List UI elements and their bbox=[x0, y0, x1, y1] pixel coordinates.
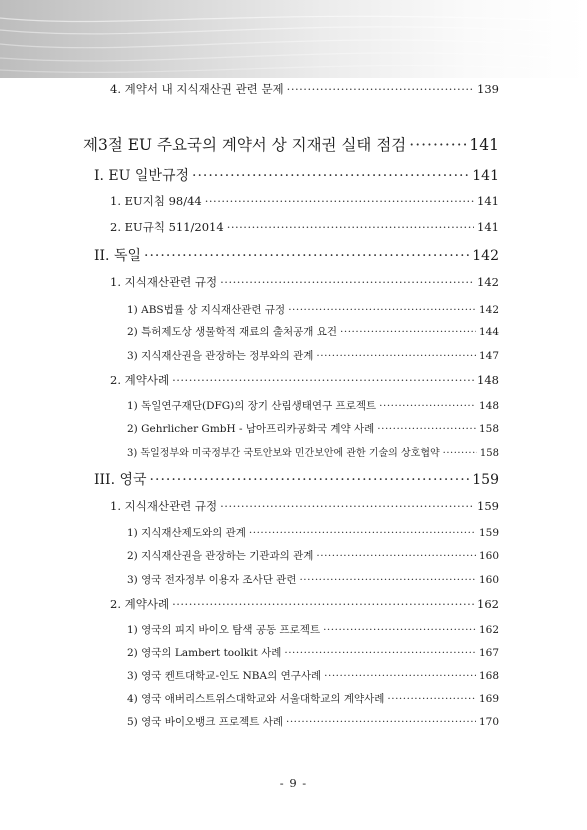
toc-leader-dots bbox=[409, 136, 466, 154]
toc-entry-label: 2. EU규칙 511/2014 bbox=[110, 220, 224, 234]
toc-entry-page: 159 bbox=[477, 499, 499, 513]
toc-entry-label: 3) 영국 전자정부 이용자 조사단 관련 bbox=[127, 574, 297, 586]
toc-leader-dots bbox=[150, 472, 470, 488]
toc-leader-dots bbox=[299, 574, 475, 586]
toc-entry[interactable] bbox=[127, 444, 499, 459]
toc-entry-label: 1) 영국의 피지 바이오 탐색 공동 프로젝트 bbox=[127, 624, 321, 636]
toc-entry[interactable] bbox=[127, 714, 499, 729]
toc-leader-dots bbox=[316, 350, 476, 362]
toc-entry-page: 167 bbox=[478, 647, 499, 659]
toc-entry-label: 1. 지식재산관련 규정 bbox=[110, 499, 218, 513]
toc-leader-dots bbox=[172, 597, 474, 611]
toc-entry-label: 3) 지식재산권을 관장하는 정부와의 관계 bbox=[127, 350, 314, 362]
toc-leader-dots bbox=[443, 448, 477, 459]
toc-entry[interactable] bbox=[110, 274, 499, 290]
toc-leader-dots bbox=[287, 82, 474, 96]
page-number: - 9 - bbox=[279, 776, 308, 790]
toc-entry[interactable] bbox=[127, 421, 499, 436]
toc-entry-page: 168 bbox=[478, 670, 499, 682]
toc-entry-page: 160 bbox=[478, 550, 499, 562]
toc-entry[interactable] bbox=[94, 245, 499, 265]
toc-entry[interactable] bbox=[83, 133, 499, 155]
toc-entry[interactable] bbox=[127, 645, 499, 660]
toc-entry-label: 1) ABS법률 상 지식재산관련 규정 bbox=[127, 304, 286, 316]
toc-entry[interactable] bbox=[127, 668, 499, 683]
toc-entry-page: 142 bbox=[477, 275, 499, 289]
toc-entry-page: 141 bbox=[469, 136, 499, 154]
toc-leader-dots bbox=[220, 499, 474, 513]
toc-entry-label: 4. 계약서 내 지식재산권 관련 문제 bbox=[110, 82, 284, 96]
toc-entry[interactable] bbox=[127, 572, 499, 587]
toc-entry-label: 1) 독일연구재단(DFG)의 장기 산림생태연구 프로젝트 bbox=[127, 400, 377, 412]
toc-entry[interactable] bbox=[110, 372, 499, 388]
toc-entry[interactable] bbox=[110, 219, 499, 235]
toc-entry-page: 141 bbox=[477, 220, 499, 234]
toc-entry-page: 148 bbox=[478, 400, 499, 412]
toc-entry[interactable] bbox=[127, 548, 499, 563]
toc-entry[interactable] bbox=[127, 324, 499, 339]
toc-entry-page: 159 bbox=[478, 527, 499, 539]
toc-entry[interactable] bbox=[127, 525, 499, 540]
toc-leader-dots bbox=[249, 527, 476, 539]
toc-entry-page: 160 bbox=[478, 574, 499, 586]
toc-leader-dots bbox=[379, 400, 476, 412]
toc-entry-label: 2) 지식재산권을 관장하는 기관과의 관계 bbox=[127, 550, 314, 562]
toc-entry-label: II. 독일 bbox=[94, 248, 142, 264]
toc-entry-page: 162 bbox=[478, 624, 499, 636]
toc-entry-page: 148 bbox=[477, 373, 499, 387]
toc-entry[interactable] bbox=[94, 469, 499, 489]
toc-entry-label: 1. EU지침 98/44 bbox=[110, 194, 202, 208]
toc-entry[interactable] bbox=[127, 691, 499, 706]
toc-entry-page: 170 bbox=[478, 716, 499, 728]
toc-leader-dots bbox=[286, 716, 476, 728]
toc-entry-label: 5) 영국 바이오뱅크 프로젝트 사례 bbox=[127, 716, 283, 728]
toc-entry-page: 147 bbox=[478, 350, 499, 362]
toc-entry[interactable] bbox=[127, 398, 499, 413]
toc-entry-page: 142 bbox=[478, 304, 499, 316]
toc-entry-page: 158 bbox=[479, 448, 499, 459]
toc-entry-page: 159 bbox=[472, 472, 499, 488]
toc-entry-label: 2) Gehrlicher GmbH - 남아프리카공화국 계약 사례 bbox=[127, 423, 375, 435]
toc-entry-label: 2. 계약사례 bbox=[110, 597, 170, 611]
toc-entry[interactable] bbox=[94, 165, 499, 185]
toc-leader-dots bbox=[340, 326, 476, 338]
toc-entry[interactable] bbox=[127, 622, 499, 637]
toc-entry-page: 162 bbox=[477, 597, 499, 611]
toc-entry-label: 3) 영국 켄트대학교-인도 NBA의 연구사례 bbox=[127, 670, 322, 682]
toc-leader-dots bbox=[324, 670, 476, 682]
toc-entry-label: 4) 영국 애버리스트위스대학교와 서울대학교의 계약사례 bbox=[127, 693, 385, 705]
toc-entry-page: 139 bbox=[477, 82, 499, 96]
toc-entry[interactable] bbox=[110, 193, 499, 209]
toc-entry-label: 2. 계약사례 bbox=[110, 373, 170, 387]
toc-entry[interactable] bbox=[127, 302, 499, 317]
toc-leader-dots bbox=[284, 647, 476, 659]
toc-leader-dots bbox=[227, 220, 474, 234]
toc-entry-label: 제3절 EU 주요국의 계약서 상 지재권 실태 점검 bbox=[83, 136, 407, 154]
toc-leader-dots bbox=[323, 624, 476, 636]
toc-entry-label: 1) 지식재산제도와의 관계 bbox=[127, 527, 246, 539]
toc-leader-dots bbox=[288, 304, 476, 316]
toc-entry-label: 2) 영국의 Lambert toolkit 사례 bbox=[127, 647, 282, 659]
toc-leader-dots bbox=[172, 373, 474, 387]
toc-entry-page: 142 bbox=[472, 248, 499, 264]
toc-leader-dots bbox=[205, 194, 474, 208]
toc-entry[interactable] bbox=[110, 498, 499, 514]
toc-entry[interactable] bbox=[127, 348, 499, 363]
toc-leader-dots bbox=[316, 550, 476, 562]
toc-entry-label: III. 영국 bbox=[94, 472, 147, 488]
toc-entry-label: 3) 독일정부와 미국정부간 국토안보와 민간보안에 관한 기술의 상호협약 bbox=[127, 448, 440, 459]
toc-entry-label: 1. 지식재산관련 규정 bbox=[110, 275, 218, 289]
toc-leader-dots bbox=[192, 168, 469, 184]
toc-entry[interactable] bbox=[110, 81, 499, 97]
toc-entry-page: 169 bbox=[478, 693, 499, 705]
toc-entry-page: 141 bbox=[477, 194, 499, 208]
toc-entry-page: 158 bbox=[478, 423, 499, 435]
toc-entry[interactable] bbox=[110, 596, 499, 612]
toc-leader-dots bbox=[377, 423, 476, 435]
toc-leader-dots bbox=[387, 693, 476, 705]
toc-leader-dots bbox=[144, 248, 469, 264]
toc-entry-label: I. EU 일반규정 bbox=[94, 168, 189, 184]
toc-leader-dots bbox=[220, 275, 474, 289]
toc-entry-page: 141 bbox=[472, 168, 499, 184]
toc-entry-page: 144 bbox=[478, 326, 499, 338]
toc-entry-label: 2) 특허제도상 생물학적 재료의 출처공개 요건 bbox=[127, 326, 338, 338]
